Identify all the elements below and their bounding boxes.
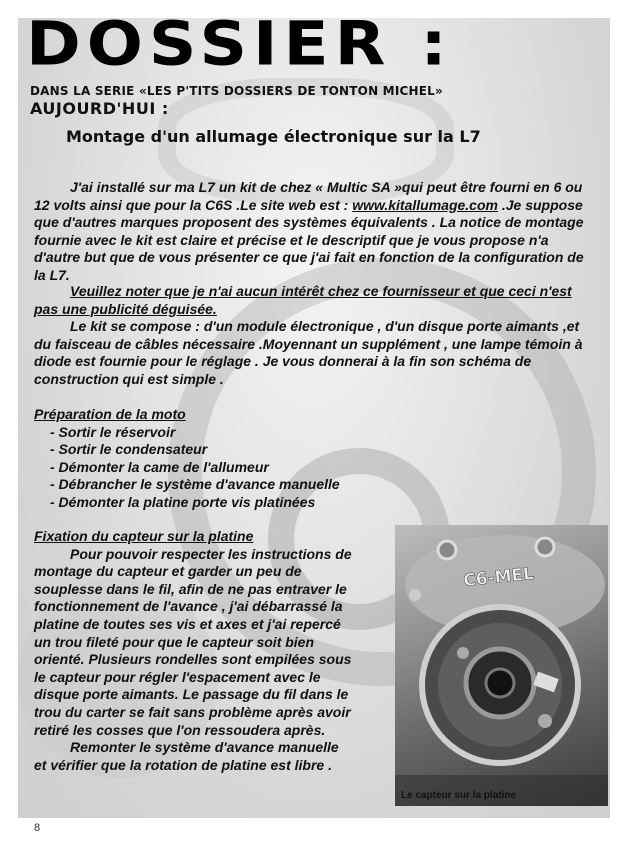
fixation-heading: Fixation du capteur sur la platine xyxy=(34,528,254,544)
fixation-section xyxy=(34,528,354,774)
list-item: - Débrancher le système d'avance manuelle xyxy=(50,476,340,492)
page-title: DOSSIER : xyxy=(26,8,453,80)
intro-paragraph-2: Veuillez noter que je n'ai aucun intérêt chez ce fournisseur et que ceci n'est pas une publicité déguisée. xyxy=(34,283,572,317)
page-number: 8 xyxy=(34,822,41,834)
list-item: - Sortir le réservoir xyxy=(50,423,176,440)
photo-caption: Le capteur sur la platine xyxy=(401,790,517,801)
preparation-heading: Préparation de la moto xyxy=(34,406,186,422)
list-item: - Démonter la platine porte vis platinées xyxy=(50,493,316,510)
fixation-paragraph-1: Pour pouvoir respecter les instructions de montage du capteur et garder un peu de souplesse dans le fil, afin de ne pas entraver le fonctionnement de l'avance , j'ai débarrassé la platine de toutes ses vis et axes et j'ai repercé un trou fileté pour que le capteur soit bien orienté. Plusieurs rondelles sont empilées sous le capteur pour régler l'espacement avec le disque porte aimants. Le passage du fil dans le trou du carter se fait sans problème après avoir retiré les cosses que l'on ressoudera après. xyxy=(34,545,352,738)
photo-logo-text: C6-MEL xyxy=(462,563,535,592)
intro-paragraph-3: Le kit se compose : d'un module électronique , d'un disque porte aimants ,et du faisceau de câbles nécessaire .Moyennant un supplément , une lampe témoin à diode est fournie pour le réglage . Je vous donnerai à la fin son schéma de construction qui est simple . xyxy=(34,318,583,387)
sensor-photo xyxy=(395,525,608,806)
list-item: - Sortir le condensateur xyxy=(50,441,208,457)
preparation-section xyxy=(34,406,340,511)
series-line: DANS LA SERIE «LES P'TITS DOSSIERS DE TONTON MICHEL» xyxy=(30,84,443,98)
today-label: AUJOURD'HUI : xyxy=(30,99,169,118)
fixation-paragraph-2: Remonter le système d'avance manuelle et vérifier que la rotation de platine est libre . xyxy=(34,739,339,773)
website-link[interactable]: www.kitallumage.com xyxy=(352,196,498,213)
list-item: - Démonter la came de l'allumeur xyxy=(50,458,269,475)
article-subtitle: Montage d'un allumage électronique sur la L7 xyxy=(66,127,481,146)
intro-paragraph-1: J'ai installé sur ma L7 un kit de chez « Multic SA »qui peut être fourni en 6 ou 12 volts ainsi que pour la C6S .Le site web est : www.kitallumage.com .Je suppose que d'autres marques proposent des systèmes équivalents . La notice de montage fournie avec le kit est claire et précise et le descriptif que je vous propose n'a d'autre but que de vous présenter ce que j'ai fait en fonction de la configuration de la L7. xyxy=(34,179,584,283)
